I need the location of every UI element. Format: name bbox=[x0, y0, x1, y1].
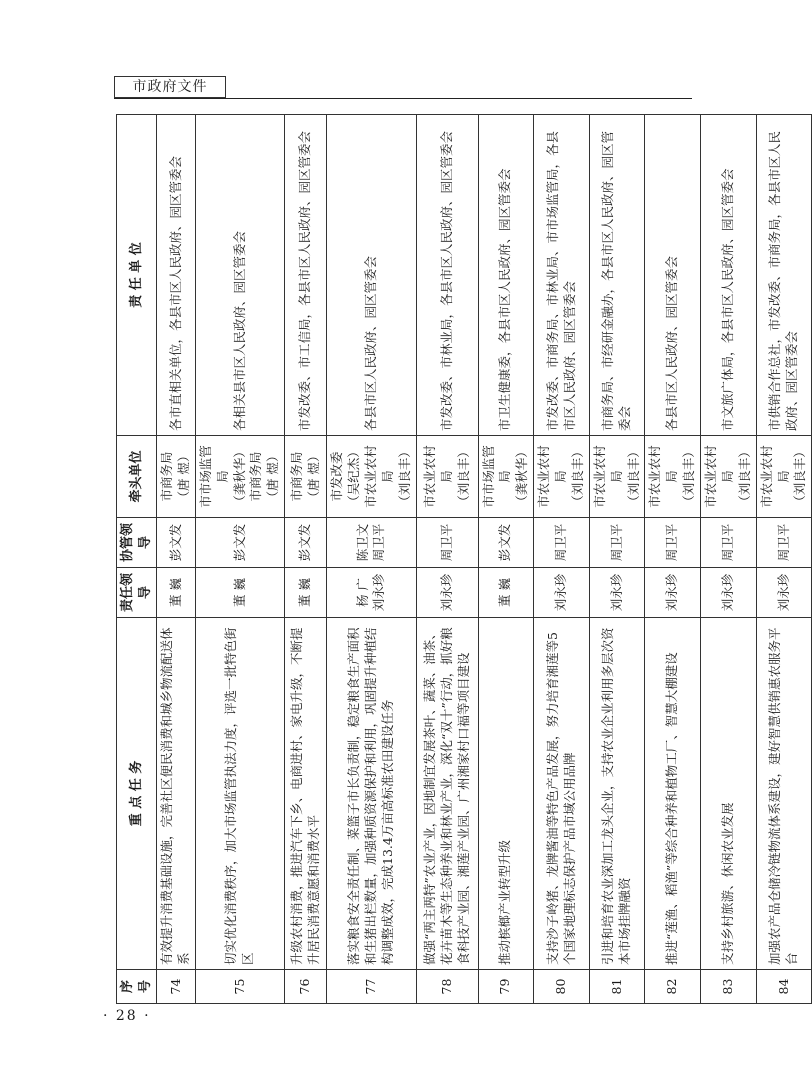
co-leader-cell: 彭文发 bbox=[157, 518, 196, 568]
task-cell: 落实粮食安全责任制、菜篮子市长负责制，稳定粮食生产面积和生猪出栏数量，加强种质资源保护和利用，巩固提升种植结构调整成效，完成13.4万亩高标准农田建设任务 bbox=[327, 618, 416, 970]
responsible-units-cell: 各相关县市区人民政府、园区管委会 bbox=[195, 115, 284, 436]
page-number: · 28 · bbox=[103, 1008, 151, 1024]
row-number-cell: 75 bbox=[195, 970, 284, 1004]
task-cell: 做强“两主两特”农业产业，因地制宜发展茶叶、蔬菜、油茶、花卉苗木等生态种养业和林业产业，深化“双十”行动，抓好粮食科技产业园、湘莲产业园、广州湘家村口福等项目建设 bbox=[416, 618, 478, 970]
row-number-cell: 84 bbox=[756, 970, 812, 1004]
responsible-units-cell: 各县市区人民政府、园区管委会 bbox=[645, 115, 701, 436]
table-row bbox=[416, 115, 478, 1004]
leader-cell: 董 巍 bbox=[195, 568, 284, 618]
leader-cell: 董 巍 bbox=[157, 568, 196, 618]
task-cell: 加强农产品仓储冷链物流体系建设，建好智慧供销惠农服务平台 bbox=[756, 618, 812, 970]
table-row bbox=[285, 115, 327, 1004]
leader-cell: 刘永珍 bbox=[534, 568, 590, 618]
responsible-units-cell: 市发改委、市商务局、市林业局、市市场监管局，各县市区人民政府、园区管委会 bbox=[534, 115, 590, 436]
task-cell: 引进和培育农业深加工龙头企业，支持农业企业利用多层次资本市场挂牌融资 bbox=[589, 618, 645, 970]
task-cell: 升级农村消费，推进汽车下乡、电商进村、家电升级，不断提升居民消费意愿和消费水平 bbox=[285, 618, 327, 970]
co-leader-cell: 周卫平 bbox=[756, 518, 812, 568]
lead-unit-cell: 市市场监管局 （龚秋华） bbox=[478, 436, 534, 518]
table-row bbox=[645, 115, 701, 1004]
leader-cell: 刘永珍 bbox=[645, 568, 701, 618]
task-cell: 支持沙子岭猪、龙牌酱油等特色产品发展，努力培育湘莲等5个国家地理标志保护产品市域公用品牌 bbox=[534, 618, 590, 970]
lead-unit-cell: 市农业农村局 （刘良丰） bbox=[416, 436, 478, 518]
table-row bbox=[157, 115, 196, 1004]
co-leader-cell: 彭文发 bbox=[478, 518, 534, 568]
col-header-resp-units: 责 任 单 位 bbox=[117, 115, 157, 436]
rotated-table-region bbox=[116, 115, 808, 1004]
lead-unit-cell: 市商务局 （唐 煜） bbox=[157, 436, 196, 518]
responsible-units-cell: 各市直相关单位，各县市区人民政府、园区管委会 bbox=[157, 115, 196, 436]
co-leader-cell: 彭文发 bbox=[285, 518, 327, 568]
responsible-units-cell: 市商务局、市经研金融办，各县市区人民政府、园区管委会 bbox=[589, 115, 645, 436]
lead-unit-cell: 市商务局 （唐 煜） bbox=[285, 436, 327, 518]
co-leader-cell: 陈卫文 周卫平 bbox=[327, 518, 416, 568]
responsible-units-cell: 市卫生健康委，各县市区人民政府、园区管委会 bbox=[478, 115, 534, 436]
lead-unit-cell: 市农业农村局 （刘良丰） bbox=[645, 436, 701, 518]
row-number-cell: 76 bbox=[285, 970, 327, 1004]
row-number-cell: 74 bbox=[157, 970, 196, 1004]
col-header-leader: 责任领导 bbox=[117, 568, 157, 618]
rotated-table-container bbox=[116, 115, 808, 1004]
task-cell: 支持乡村旅游、休闲农业发展 bbox=[701, 618, 757, 970]
co-leader-cell: 周卫平 bbox=[645, 518, 701, 568]
table-header-row bbox=[117, 115, 157, 1004]
row-number-cell: 82 bbox=[645, 970, 701, 1004]
leader-cell: 杨 广 刘永珍 bbox=[327, 568, 416, 618]
col-header-co-leader: 协管领导 bbox=[117, 518, 157, 568]
responsible-units-cell: 市供销合作总社，市发改委、市商务局，各县市区人民政府、园区管委会 bbox=[756, 115, 812, 436]
task-cell: 推动槟榔产业转型升级 bbox=[478, 618, 534, 970]
co-leader-cell: 彭文发 bbox=[195, 518, 284, 568]
row-number-cell: 83 bbox=[701, 970, 757, 1004]
row-number-cell: 80 bbox=[534, 970, 590, 1004]
lead-unit-cell: 市市场监管局 （龚秋华） 市商务局 （唐 煜） bbox=[195, 436, 284, 518]
document-header-label: 市政府文件 bbox=[114, 76, 226, 98]
header-rule bbox=[114, 98, 692, 99]
col-header-task: 重 点 任 务 bbox=[117, 618, 157, 970]
table-row bbox=[534, 115, 590, 1004]
leader-cell: 刘永珍 bbox=[756, 568, 812, 618]
row-number-cell: 81 bbox=[589, 970, 645, 1004]
table-row bbox=[327, 115, 416, 1004]
lead-unit-cell: 市农业农村局 （刘良丰） bbox=[701, 436, 757, 518]
leader-cell: 刘永珍 bbox=[416, 568, 478, 618]
lead-unit-cell: 市农业农村局 （刘良丰） bbox=[534, 436, 590, 518]
table-body bbox=[157, 115, 812, 1004]
col-header-lead-unit: 牵头单位 bbox=[117, 436, 157, 518]
table-row bbox=[478, 115, 534, 1004]
leader-cell: 董 巍 bbox=[478, 568, 534, 618]
responsible-units-cell: 市文旅广体局，各县市区人民政府、园区管委会 bbox=[701, 115, 757, 436]
leader-cell: 刘永珍 bbox=[589, 568, 645, 618]
row-number-cell: 79 bbox=[478, 970, 534, 1004]
row-number-cell: 78 bbox=[416, 970, 478, 1004]
lead-unit-cell: 市发改委 （吴纪杰） 市农业农村局 （刘良丰） bbox=[327, 436, 416, 518]
co-leader-cell: 周卫平 bbox=[416, 518, 478, 568]
lead-unit-cell: 市农业农村局 （刘良丰） bbox=[756, 436, 812, 518]
leader-cell: 刘永珍 bbox=[701, 568, 757, 618]
table-row bbox=[756, 115, 812, 1004]
table-row bbox=[589, 115, 645, 1004]
task-table bbox=[116, 114, 812, 1004]
task-cell: 有效提升消费基础设施，完善社区便民消费和城乡物流配送体系 bbox=[157, 618, 196, 970]
co-leader-cell: 周卫平 bbox=[701, 518, 757, 568]
co-leader-cell: 周卫平 bbox=[534, 518, 590, 568]
table-row bbox=[195, 115, 284, 1004]
co-leader-cell: 周卫平 bbox=[589, 518, 645, 568]
task-cell: 推进“莲渔、稻渔”等综合种养和植物工厂、智慧大棚建设 bbox=[645, 618, 701, 970]
leader-cell: 董 巍 bbox=[285, 568, 327, 618]
responsible-units-cell: 各县市区人民政府、园区管委会 bbox=[327, 115, 416, 436]
task-cell: 切实优化消费秩序，加大市场监管执法力度，评选一批特色街区 bbox=[195, 618, 284, 970]
col-header-no: 序号 bbox=[117, 970, 157, 1004]
lead-unit-cell: 市农业农村局 （刘良丰） bbox=[589, 436, 645, 518]
table-row bbox=[701, 115, 757, 1004]
responsible-units-cell: 市发改委、市工信局，各县市区人民政府、园区管委会 bbox=[285, 115, 327, 436]
row-number-cell: 77 bbox=[327, 970, 416, 1004]
responsible-units-cell: 市发改委、市林业局，各县市区人民政府、园区管委会 bbox=[416, 115, 478, 436]
